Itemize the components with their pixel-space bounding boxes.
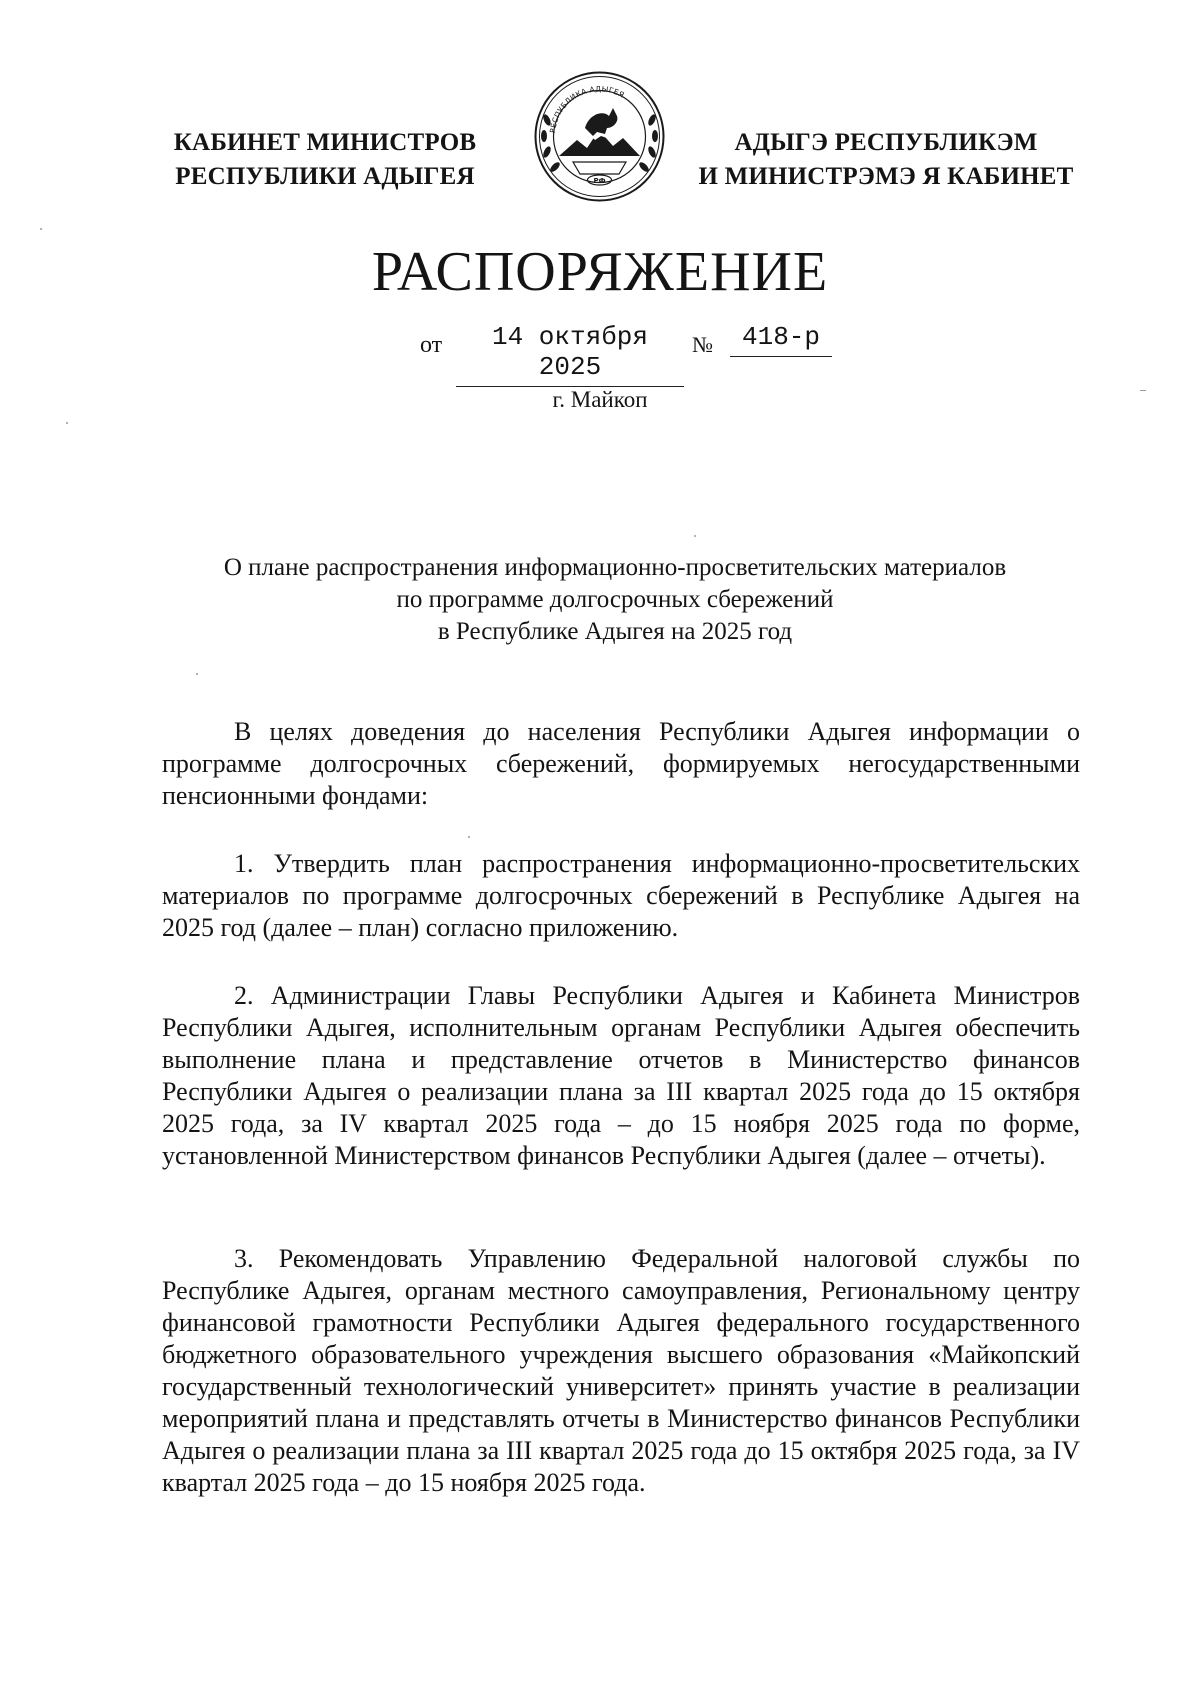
subject-line: О плане распространения информационно-просветительских материалов [223, 554, 1007, 581]
letterhead-right-line: АДЫГЭ РЕСПУБЛИКЭМ [734, 129, 1038, 156]
date-number-line [420, 322, 840, 382]
document-type-title: РАСПОРЯЖЕНИЕ [371, 241, 829, 303]
scan-speck [694, 535, 696, 537]
document-number: 418-р [730, 322, 832, 357]
date-prefix-label: от [420, 332, 443, 358]
letterhead-left-line: РЕСПУБЛИКИ АДЫГЕЯ [175, 163, 475, 190]
preamble-paragraph: В целях доведения до населения Республики Адыгея информации о программе долгосрочных сбережений, формируемых негосударственными пенсионными фондами: [162, 717, 1080, 810]
document-subject [150, 552, 1080, 648]
scan-speck [40, 228, 42, 230]
clause-2-paragraph: 2. Администрации Главы Республики Адыгея и Кабинета Министров Республики Адыгея, исполнительным органам Республики Адыгея обеспечить выполнение плана и представление отчетов в Министерство финансов Республики Адыгея о реализации плана за III квартал 2025 года до 15 октября 2025 года, за IV квартал 2025 года – до 15 ноября 2025 года по форме, установленной Министерством финансов Республики Адыгея (далее – отчеты). [162, 981, 1080, 1170]
scan-speck [196, 673, 198, 675]
emblem-rf-text: РФ [593, 177, 606, 185]
letterhead-left-line: КАБИНЕТ МИНИСТРОВ [173, 129, 477, 156]
document-city: г. Майкоп [552, 387, 648, 412]
scan-speck [66, 422, 68, 424]
letterhead-right-line: И МИНИСТРЭМЭ Я КАБИНЕТ [698, 163, 1074, 190]
clause-1-paragraph: 1. Утвердить план распространения информационно-просветительских материалов по программе долгосрочных сбережений в Республике Адыгея на 2025 год (далее – план) согласно приложению. [162, 849, 1080, 942]
letterhead-right [676, 126, 1096, 194]
scan-speck [1140, 390, 1146, 391]
subject-line: в Республике Адыгея на 2025 год [437, 618, 793, 645]
scan-speck [468, 836, 470, 838]
emblem-arc-text: РЕСПУБЛИКА АДЫГЕЯ [548, 84, 626, 134]
adygea-coat-of-arms-icon [533, 70, 666, 203]
clause-3-paragraph: 3. Рекомендовать Управлению Федеральной налоговой службы по Республике Адыгея, органам местного самоуправления, Региональному центру финансовой грамотности Республики Адыгея федерального государственного бюджетного образовательного учреждения высшего образования «Майкопский государственный технологический университет» принять участие в реализации мероприятий плана и представлять отчеты в Министерство финансов Республики Адыгея о реализации плана за III квартал 2025 года до 15 октября 2025 года, за IV квартал 2025 года – до 15 ноября 2025 года. [162, 1244, 1080, 1497]
subject-line: по программе долгосрочных сбережений [396, 586, 834, 613]
letterhead-left [165, 126, 485, 194]
number-prefix-label: № [692, 332, 713, 357]
document-date: 14 октября 2025 [456, 322, 684, 387]
